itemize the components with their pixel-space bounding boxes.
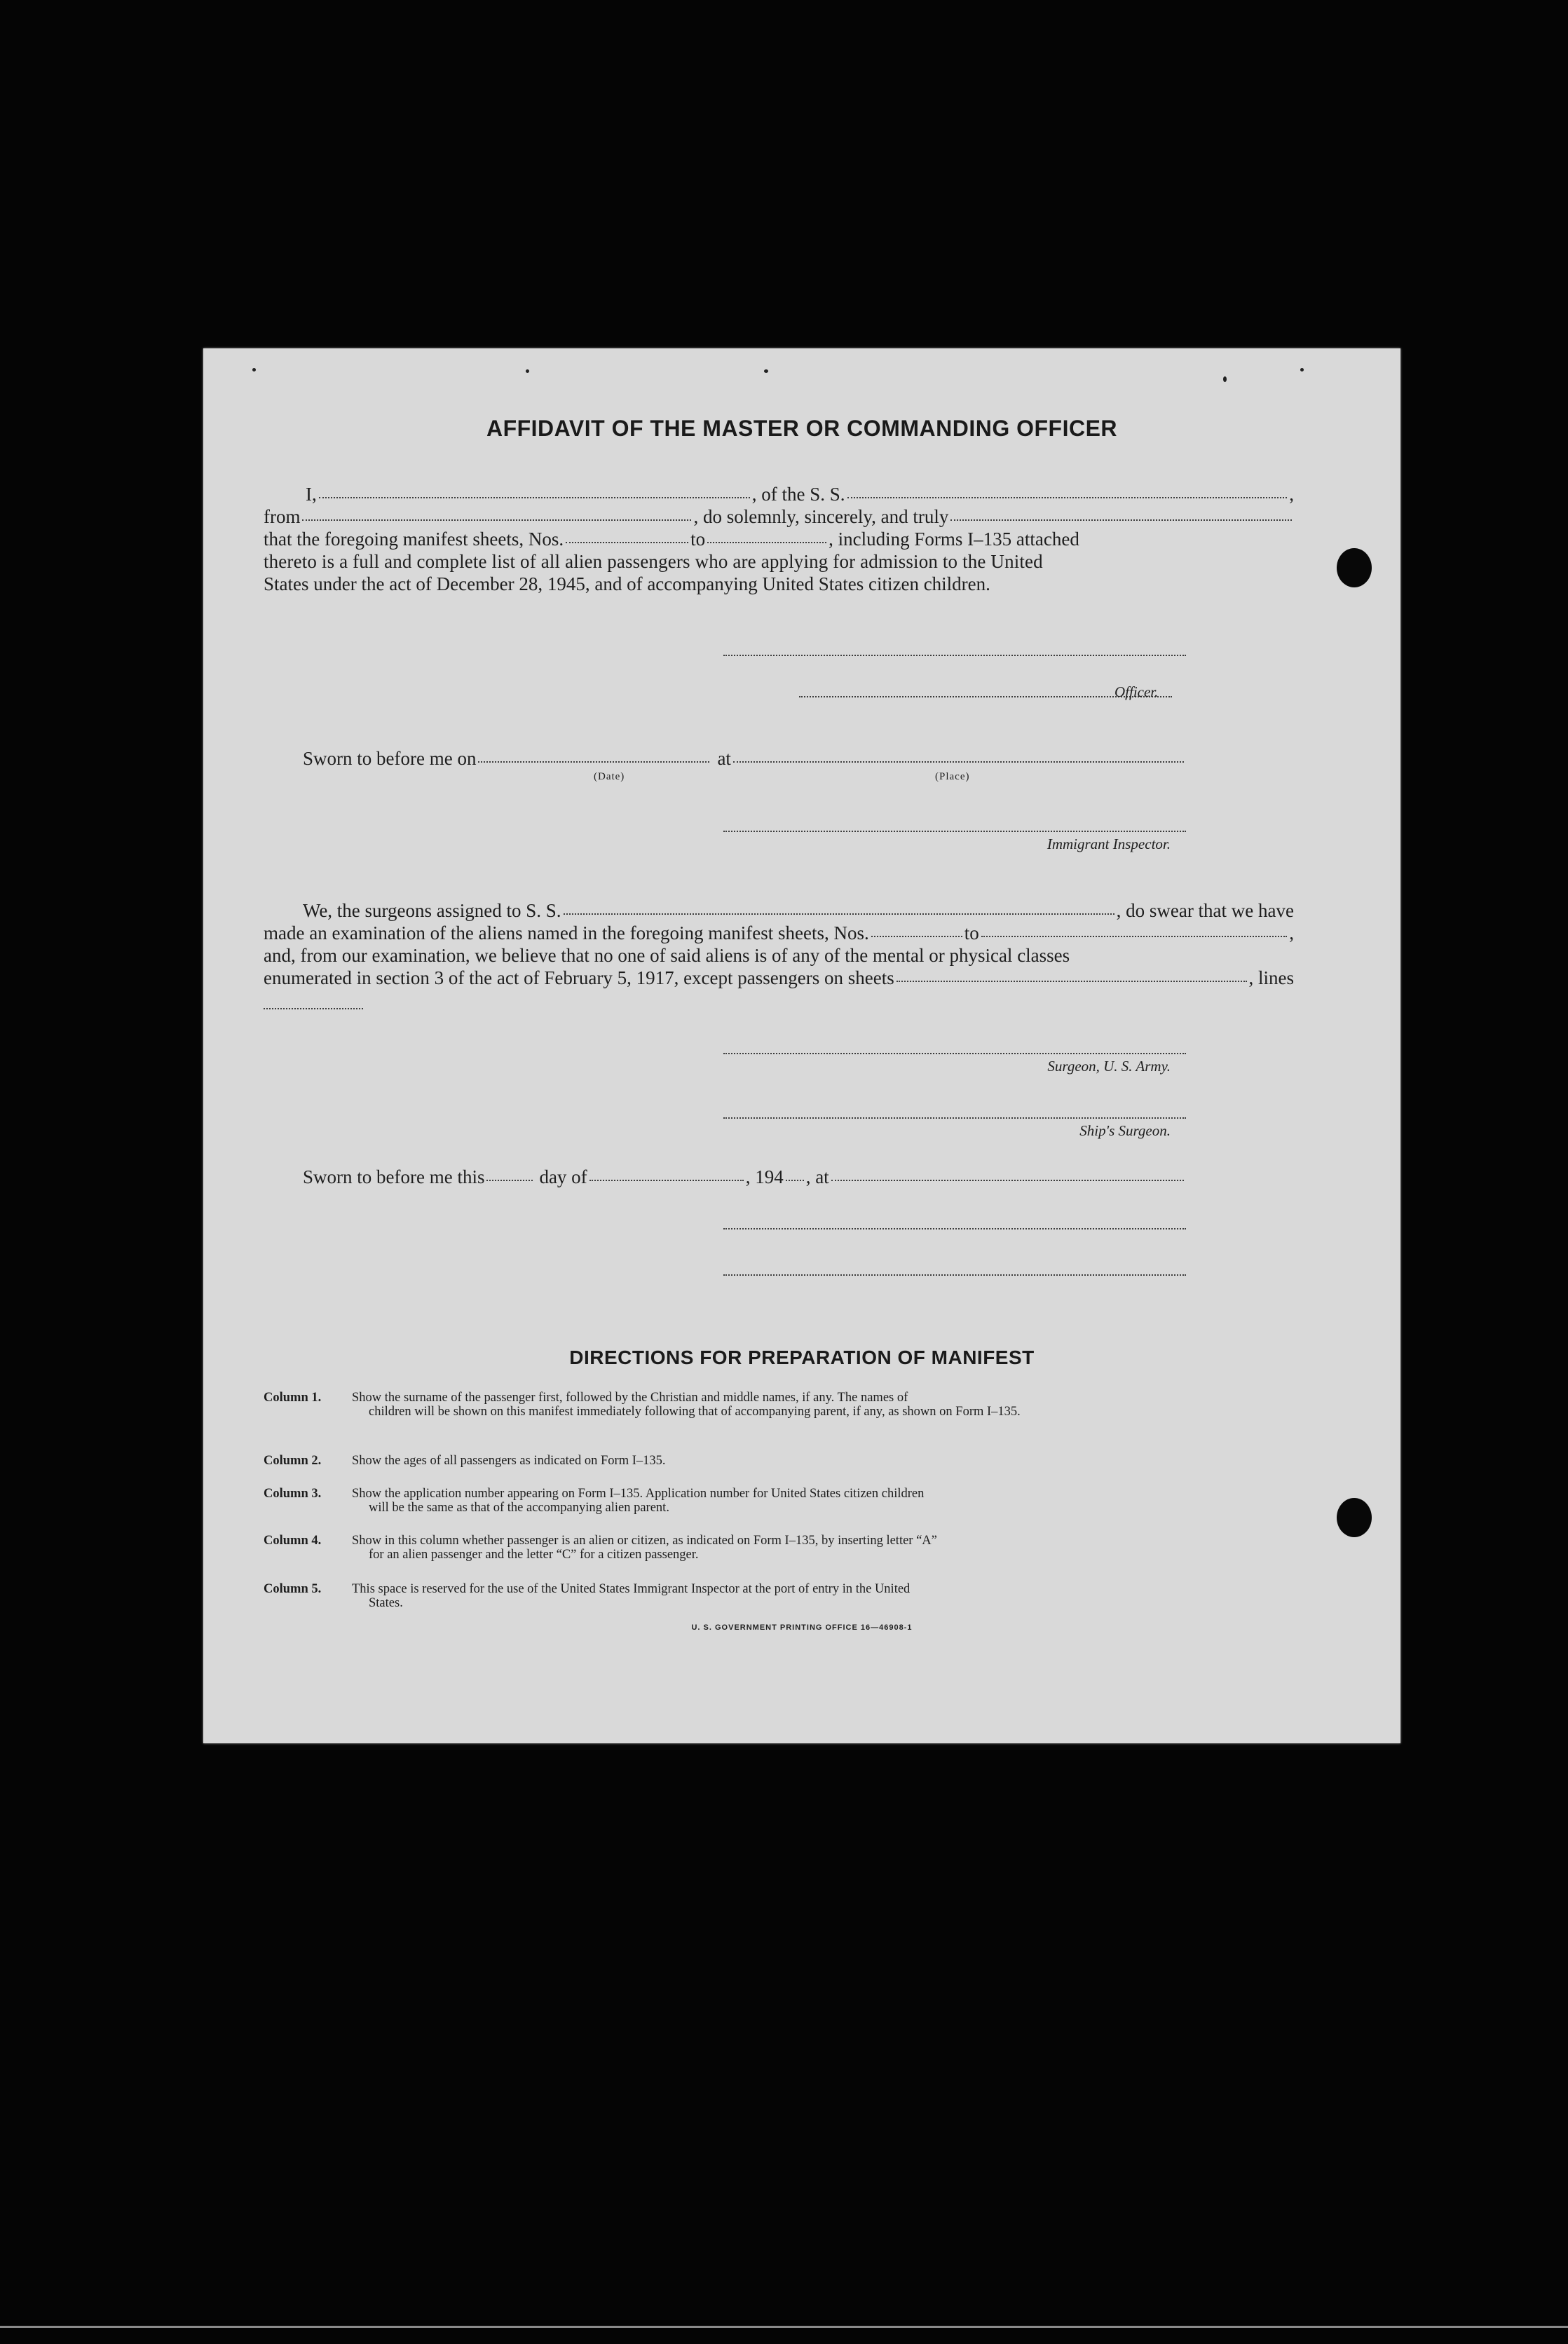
place-caption: (Place) bbox=[935, 771, 970, 782]
affidavit-heading: AFFIDAVIT OF THE MASTER OR COMMANDING OFFICER bbox=[486, 416, 1118, 441]
paper-speck bbox=[1223, 376, 1227, 382]
text-sheets-nos: that the foregoing manifest sheets, Nos. bbox=[264, 529, 564, 550]
punch-hole-top bbox=[1337, 548, 1372, 587]
text-day-of: day of bbox=[539, 1166, 587, 1187]
sworn-date-field[interactable] bbox=[478, 761, 709, 763]
surgeons-line-2 bbox=[264, 922, 1294, 944]
sworn-day-field[interactable] bbox=[486, 1180, 533, 1181]
ship-name-field[interactable] bbox=[847, 497, 1288, 498]
printing-office-footer: U. S. GOVERNMENT PRINTING OFFICE 16—46908-1 bbox=[691, 1623, 913, 1632]
date-caption: (Date) bbox=[594, 771, 625, 782]
affidavit-line-2 bbox=[264, 505, 1294, 528]
text-sworn-this: Sworn to before me this bbox=[303, 1166, 485, 1187]
direction-text: Show the application number appearing on Form I–135. Application number for United States citizen children bbox=[352, 1487, 925, 1501]
paper-speck bbox=[252, 368, 256, 372]
direction-text-cont: for an alien passenger and the letter “C” for a citizen passenger. bbox=[369, 1548, 699, 1562]
sworn-month-field[interactable] bbox=[589, 1180, 744, 1181]
text-swear: , do solemnly, sincerely, and truly bbox=[693, 506, 949, 527]
surgeons-sheets-from-field[interactable] bbox=[871, 936, 962, 937]
text-from: from bbox=[264, 506, 301, 527]
sworn-place-field[interactable] bbox=[733, 761, 1184, 763]
sworn-signature-line-2[interactable] bbox=[723, 1274, 1186, 1276]
text-surgeons-ss: We, the surgeons assigned to S. S. bbox=[303, 900, 561, 921]
direction-text: Show the surname of the passenger first, followed by the Christian and middle names, if any. The names of bbox=[352, 1391, 908, 1405]
except-lines-field[interactable] bbox=[264, 1008, 363, 1009]
surgeons-sheets-to-field[interactable] bbox=[981, 936, 1287, 937]
text-except-sheets: enumerated in section 3 of the act of February 5, 1917, except passengers on sheets bbox=[264, 967, 894, 988]
paper-speck bbox=[1300, 368, 1304, 372]
affidavit-form-page bbox=[203, 348, 1400, 1743]
ship-surgeon-caption: Ship's Surgeon. bbox=[1079, 1122, 1171, 1139]
affidavit-line-4: thereto is a full and complete list of all alien passengers who are applying for admission to the United bbox=[264, 551, 1043, 572]
army-surgeon-signature-line[interactable] bbox=[723, 1053, 1186, 1054]
direction-column-3 bbox=[264, 1487, 1287, 1518]
punch-hole-bottom bbox=[1337, 1498, 1372, 1537]
text-lines: , lines bbox=[1248, 967, 1294, 988]
from-port-field[interactable] bbox=[302, 519, 691, 521]
army-surgeon-caption: Surgeon, U. S. Army. bbox=[1047, 1058, 1171, 1075]
scanner-edge-line bbox=[0, 2326, 1568, 2328]
text-sworn: Sworn to before me on bbox=[303, 748, 477, 769]
paper-speck bbox=[764, 369, 768, 373]
direction-column-2 bbox=[264, 1454, 1287, 1469]
text-manifest-nos: made an examination of the aliens named in the foregoing manifest sheets, Nos. bbox=[264, 922, 869, 943]
direction-text: Show the ages of all passengers as indicated on Form I–135. bbox=[352, 1454, 666, 1468]
master-name-field[interactable] bbox=[319, 497, 750, 498]
direction-text: Show in this column whether passenger is an alien or citizen, as indicated on Form I–135, by inserting letter “A” bbox=[352, 1534, 937, 1548]
inspector-signature-line[interactable] bbox=[723, 831, 1186, 832]
direction-text-cont: States. bbox=[369, 1596, 403, 1610]
text-at-2: , at bbox=[805, 1166, 829, 1187]
master-signature-line[interactable] bbox=[723, 655, 1186, 656]
inspector-caption: Immigrant Inspector. bbox=[1047, 836, 1171, 852]
paper-speck bbox=[526, 369, 529, 373]
surgeons-ship-field[interactable] bbox=[564, 913, 1114, 915]
sheets-to-field[interactable] bbox=[707, 542, 826, 543]
affidavit-line-3 bbox=[264, 528, 1294, 550]
direction-column-4 bbox=[264, 1534, 1287, 1565]
direction-label: Column 2. bbox=[264, 1454, 322, 1468]
text-comma-2: , bbox=[1289, 922, 1294, 943]
text-to: to bbox=[690, 529, 706, 550]
direction-label: Column 5. bbox=[264, 1582, 322, 1596]
directions-heading: DIRECTIONS FOR PREPARATION OF MANIFEST bbox=[569, 1347, 1035, 1368]
officer-caption: Officer. bbox=[1114, 683, 1159, 700]
text-at: at bbox=[717, 748, 731, 769]
text-do-swear: , do swear that we have bbox=[1116, 900, 1294, 921]
sheets-from-field[interactable] bbox=[566, 542, 688, 543]
direction-text-cont: will be the same as that of the accompanying alien parent. bbox=[369, 1501, 669, 1515]
affidavit-line-1 bbox=[303, 483, 1294, 505]
surgeons-line-1 bbox=[303, 899, 1294, 922]
surgeons-sworn-line bbox=[303, 1166, 1186, 1188]
direction-column-5 bbox=[264, 1582, 1287, 1613]
sworn-year-field[interactable] bbox=[786, 1180, 804, 1181]
swear-remainder-field[interactable] bbox=[950, 519, 1292, 521]
ship-surgeon-signature-line[interactable] bbox=[723, 1117, 1186, 1119]
text-of-ss: , of the S. S. bbox=[751, 484, 845, 505]
direction-label: Column 1. bbox=[264, 1391, 322, 1405]
sworn-signature-line-1[interactable] bbox=[723, 1228, 1186, 1229]
direction-column-1 bbox=[264, 1391, 1287, 1436]
affidavit-line-5: States under the act of December 28, 1945, and of accompanying United States citizen children. bbox=[264, 573, 990, 594]
surgeons-sworn-place-field[interactable] bbox=[831, 1180, 1184, 1181]
direction-label: Column 3. bbox=[264, 1487, 322, 1501]
text-including-forms: , including Forms I–135 attached bbox=[829, 529, 1079, 550]
direction-text: This space is reserved for the use of the United States Immigrant Inspector at the port of entry in the United bbox=[352, 1582, 911, 1596]
direction-text-cont: children will be shown on this manifest immediately following that of accompanying parent, if any, as shown on Form I–135. bbox=[369, 1405, 1021, 1419]
direction-label: Column 4. bbox=[264, 1534, 322, 1548]
text-to-2: to bbox=[964, 922, 979, 943]
surgeons-line-4 bbox=[264, 967, 1294, 989]
text-comma: , bbox=[1289, 484, 1294, 505]
text-year: , 194 bbox=[745, 1166, 784, 1187]
surgeons-line-3: and, from our examination, we believe that no one of said aliens is of any of the mental or physical classes bbox=[264, 945, 1070, 966]
text-i: I, bbox=[306, 484, 317, 505]
except-sheets-field[interactable] bbox=[897, 981, 1247, 982]
sworn-line bbox=[303, 747, 1186, 770]
